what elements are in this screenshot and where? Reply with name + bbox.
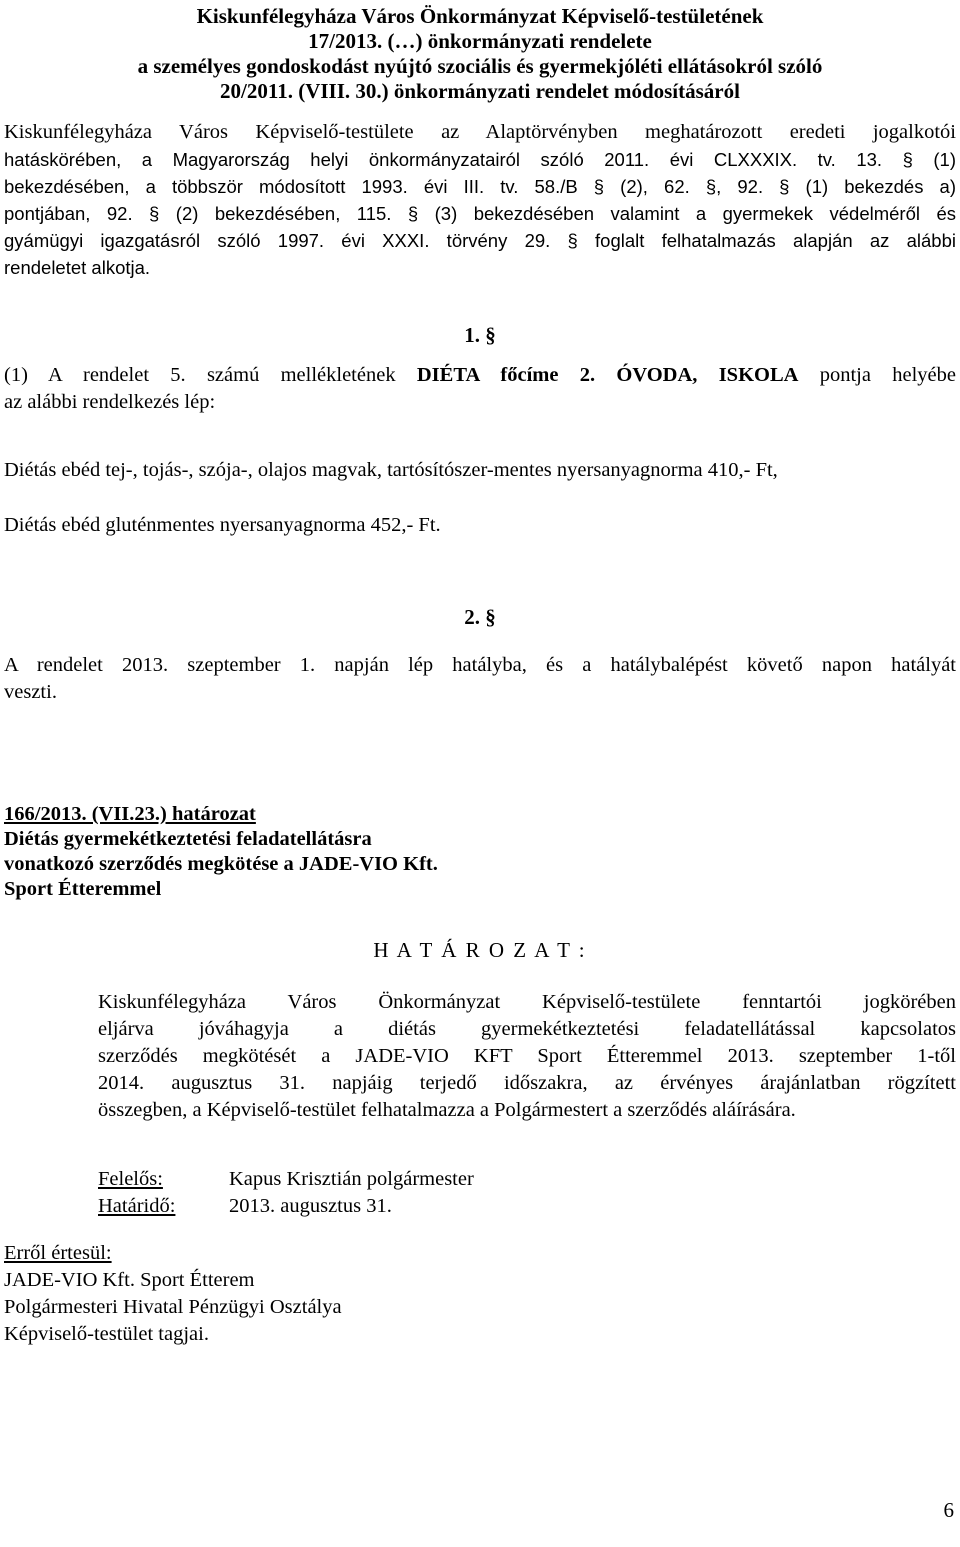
title-line: 17/2013. (…) önkormányzati rendelete (308, 29, 652, 53)
responsible-label: Felelős: (98, 1168, 163, 1190)
resolution-heading: H A T Á R O Z A T : (373, 938, 587, 962)
deadline-label: Határidő: (98, 1195, 176, 1217)
section-2-line: veszti. (4, 681, 57, 703)
resolution-number: 166/2013. (VII.23.) határozat (4, 803, 256, 825)
preamble (4, 119, 956, 281)
deadline-value: 2013. augusztus 31. (229, 1195, 392, 1217)
section-1-paragraph (4, 362, 956, 416)
preamble-line: hatáskörében, a Magyarország helyi önkormányzatairól szóló 2011. évi CLXXXIX. tv. 13. § (1) (4, 149, 956, 170)
resolution-body-line: szerződés megkötését a JADE-VIO KFT Sport Étteremmel 2013. szeptember 1-től (98, 1045, 956, 1067)
notification-item: Képviselő-testület tagjai. (4, 1323, 209, 1345)
diet-item-2: Diétás ebéd gluténmentes nyersanyagnorma 452,- Ft. (4, 514, 441, 536)
resolution-header (4, 802, 956, 902)
section-1-line (4, 362, 956, 389)
resolution-body-line: összegben, a Képviselő-testület felhatalmazza a Polgármestert a szerződés aláírására. (98, 1099, 796, 1121)
preamble-line: gyámügyi igazgatásról szóló 1997. évi XXXI. törvény 29. § foglalt felhatalmazás alapján az alábbi (4, 230, 956, 251)
resolution-body (98, 989, 956, 1124)
title-line: a személyes gondoskodást nyújtó szociális és gyermekjóléti ellátásokról szóló (137, 54, 823, 78)
section-2-paragraph (4, 652, 956, 706)
resolution-subject-line: vonatkozó szerződés megkötése a JADE-VIO Kft. (4, 853, 438, 875)
notification-list (4, 1240, 956, 1348)
page-number: 6 (943, 1498, 954, 1522)
notification-label: Erről értesül: (4, 1242, 112, 1264)
resolution-body-line: 2014. augusztus 31. napjáig terjedő időszakra, az érvényes árajánlatban rögzített (98, 1072, 956, 1094)
preamble-line: rendeletet alkotja. (4, 257, 151, 278)
resolution-body-line: eljárva jóváhagyja a diétás gyermekétkeztetési feladatellátással kapcsolatos (98, 1018, 956, 1040)
resolution-subject-line: Diétás gyermekétkeztetési feladatellátásra (4, 828, 372, 850)
regulation-title (4, 4, 956, 104)
section-1-heading: 1. § (464, 323, 496, 347)
preamble-line: bekezdésében, a többször módosított 1993. évi III. tv. 58./B § (2), 62. §, 92. § (1) bekezdés a) (4, 176, 956, 197)
document-page (4, 0, 956, 1348)
section-1-text-c: pontja helyébe (798, 364, 956, 386)
title-line: 20/2011. (VIII. 30.) önkormányzati rendelet módosításáról (220, 79, 740, 103)
responsible-value: Kapus Krisztián polgármester (229, 1168, 474, 1190)
resolution-body-line: Kiskunfélegyháza Város Önkormányzat Képviselő-testülete fenntartói jogkörében (98, 991, 956, 1013)
resolution-subject-line: Sport Étteremmel (4, 878, 162, 900)
preamble-line: Kiskunfélegyháza Város Képviselő-testülete az Alaptörvényben meghatározott eredeti jogalkotói (4, 121, 956, 143)
notification-item: JADE-VIO Kft. Sport Étterem (4, 1269, 255, 1291)
deadline-row (98, 1193, 956, 1220)
section-2-heading: 2. § (464, 605, 496, 629)
diet-item-1: Diétás ebéd tej-, tojás-, szója-, olajos magvak, tartósítószer-mentes nyersanyagnorma 410,- Ft, (4, 459, 778, 481)
section-1-text-bold: DIÉTA főcíme 2. ÓVODA, ISKOLA (416, 364, 799, 386)
section-2-line: A rendelet 2013. szeptember 1. napján lép hatályba, és a hatálybalépést követő napon hatályát (4, 654, 956, 676)
notification-item: Polgármesteri Hivatal Pénzügyi Osztálya (4, 1296, 342, 1318)
preamble-line: pontjában, 92. § (2) bekezdésében, 115. § (3) bekezdésében valamint a gyermekek védelméről és (4, 203, 956, 224)
responsible-row (98, 1166, 956, 1193)
section-1-text-a: (1) A rendelet 5. számú mellékletének (4, 364, 417, 386)
responsibility-block (98, 1166, 956, 1220)
title-line: Kiskunfélegyháza Város Önkormányzat Képviselő-testületének (196, 4, 764, 28)
section-1-line-2: az alábbi rendelkezés lép: (4, 391, 216, 413)
